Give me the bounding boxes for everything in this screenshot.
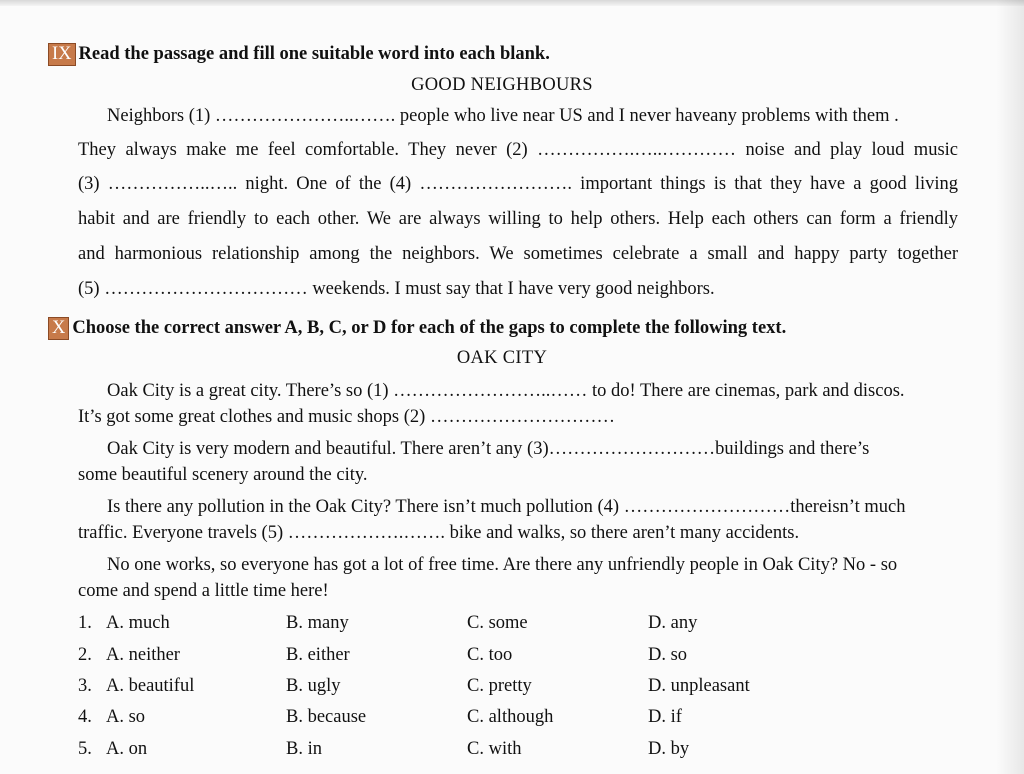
passage2-line-2: It’s got some great clothes and music shops (2) ………………………… [78,407,615,427]
passage2-line-7: No one works, so everyone has got a lot of free time. Are there any unfriendly people in Oak City? No - so [107,555,898,575]
option-d[interactable]: D. by [648,739,690,759]
option-c[interactable]: C. some [467,613,528,633]
passage2-line-8: come and spend a little time here! [78,581,329,601]
option-d[interactable]: D. if [648,707,682,727]
question-number: 4. [78,707,92,727]
section-ix-instruction: Read the passage and fill one suitable word into each blank. [78,44,550,64]
question-number: 3. [78,676,92,696]
option-c[interactable]: C. although [467,707,554,727]
section-x-heading [48,317,786,340]
page-shadow [996,0,1024,774]
option-b[interactable]: B. in [286,739,322,759]
question-number: 2. [78,645,92,665]
top-edge [0,0,1024,6]
option-d[interactable]: D. unpleasant [648,676,750,696]
passage-title-oak-city: OAK CITY [456,348,548,368]
question-number: 5. [78,739,92,759]
passage2-line-1: Oak City is a great city. There’s so (1) ……………………..…… to do! There are cinemas, park and discos. [107,381,905,401]
question-number: 1. [78,613,92,633]
section-ix-number: IX [48,43,76,66]
option-b[interactable]: B. ugly [286,676,341,696]
passage1-line-3: (3) ……………..….. night. One of the (4) ……………………. important things is that they have a good living [78,174,958,194]
option-b[interactable]: B. either [286,645,350,665]
passage-title-good-neighbours: GOOD NEIGHBOURS [411,75,593,95]
option-a[interactable]: A. much [106,613,170,633]
option-a[interactable]: A. beautiful [106,676,195,696]
passage1-line-1: Neighbors (1) …………………..……. people who live near US and I never haveany problems with them . [107,106,899,126]
passage1-line-6: (5) …………………………… weekends. I must say that I have very good neighbors. [78,279,715,299]
section-x-instruction: Choose the correct answer A, B, C, or D for each of the gaps to complete the following text. [72,318,787,338]
section-ix-heading [48,43,550,66]
option-a[interactable]: A. neither [106,645,180,665]
passage1-line-4: habit and are friendly to each other. We are always willing to help others. Help each others can form a friendly [78,209,958,229]
passage1-line-5: and harmonious relationship among the neighbors. We sometimes celebrate a small and happy party together [78,244,958,264]
section-x-number: X [48,317,69,340]
option-a[interactable]: A. on [106,739,148,759]
option-b[interactable]: B. because [286,707,367,727]
option-d[interactable]: D. so [648,645,688,665]
passage1-line-2: They always make me feel comfortable. They never (2) …………….…..………… noise and play loud music [78,140,958,160]
option-c[interactable]: C. too [467,645,513,665]
passage2-line-5: Is there any pollution in the Oak City? There isn’t much pollution (4) ………………………thereisn’t much [107,497,906,517]
option-c[interactable]: C. with [467,739,522,759]
option-c[interactable]: C. pretty [467,676,532,696]
option-b[interactable]: B. many [286,613,349,633]
option-a[interactable]: A. so [106,707,146,727]
passage2-line-4: some beautiful scenery around the city. [78,465,368,485]
passage2-line-6: traffic. Everyone travels (5) ……………….……. bike and walks, so there aren’t many accidents. [78,523,800,543]
passage2-line-3: Oak City is very modern and beautiful. There aren’t any (3)………………………buildings and there’s [107,439,870,459]
option-d[interactable]: D. any [648,613,698,633]
